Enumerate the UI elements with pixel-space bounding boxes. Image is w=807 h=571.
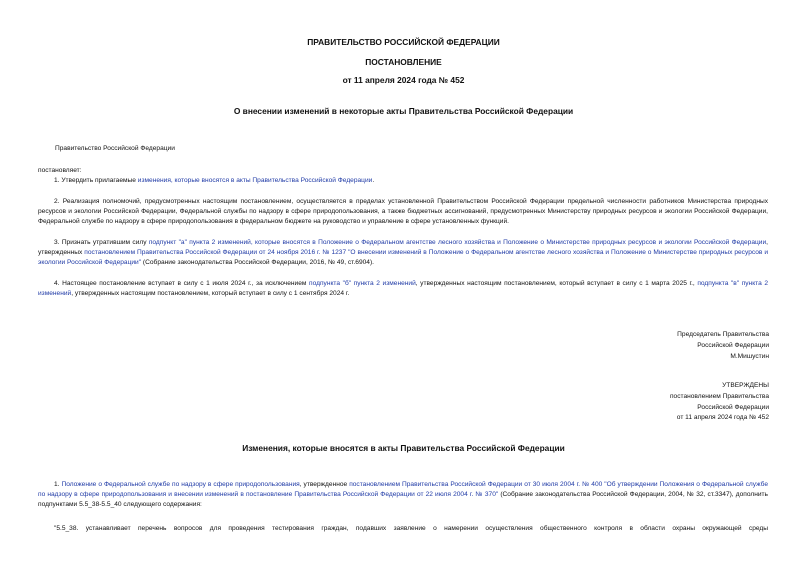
changes-item-1-num: 1. [54, 481, 62, 488]
item-3-link-subpoint[interactable]: подпункт "а" пункта 2 изменений, которые вносятся в Положение о Федеральном агентстве лесного хозяйства и Положение о Министерстве природных ресурсов и экологии Российской Федерации [148, 239, 767, 246]
changes-item-1 [38, 480, 768, 511]
item-4-text: 4. Настоящее постановление вступает в силу с 1 июля 2024 г., за исключением [54, 280, 310, 287]
intro-text: Правительство Российской Федерации [55, 145, 175, 152]
doc-title: О внесении изменений в некоторые акты Правительства Российской Федерации [233, 106, 574, 116]
approved-org: Российской Федерации [697, 403, 769, 411]
government-heading: ПРАВИТЕЛЬСТВО РОССИЙСКОЙ ФЕДЕРАЦИИ [307, 37, 500, 47]
changes-title: Изменения, которые вносятся в акты Правительства Российской Федерации [242, 443, 565, 453]
signature-org: Российской Федерации [697, 341, 769, 349]
item-1 [38, 176, 768, 186]
item-3 [38, 238, 768, 269]
approved-by: постановлением Правительства [669, 392, 769, 400]
item-4-link-b[interactable]: подпункта "б" пункта 2 изменений [309, 280, 416, 287]
item-1-end: . [372, 177, 375, 184]
changes-quote: "5.5_38. устанавливает перечень вопросов для проведения тестирования граждан, подавших заявление о намерении осуществления общественного контроля в области охраны окружающей среды [54, 525, 768, 532]
changes-item-1-mid: , утвержденное [299, 481, 350, 488]
changes-item-1-link-regulation[interactable]: Положение о Федеральной службе по надзору в сфере природопользования [61, 481, 300, 488]
item-2: 2. Реализация полномочий, предусмотренных настоящим постановлением, осуществляется в пределах установленной Правительством Российской Федерации предельной численности работников Министерства природных ресурсов и экологии Российской Федерации, Федеральной службы по надзору в сфере природопользования, а также бюджетных ассигнований, предусмотренных Министерству природных ресурсов и экологии Российской Федерации, Федеральной службе по надзору в сфере природопользования в федеральном бюджете на руководство и управление в сфере установленных функций. [38, 198, 768, 226]
signature-block [677, 330, 769, 362]
item-4 [38, 279, 768, 299]
approved-heading: УТВЕРЖДЕНЫ [722, 382, 769, 389]
signature-position: Председатель Правительства [677, 331, 769, 338]
item-3-text: 3. Признать утратившим силу [54, 239, 149, 246]
changes-item-1-link-resolution[interactable]: постановлением Правительства Российской Федерации от 30 июля 2004 г. № 400 "Об утверждении Положения о Федеральной службе по надзору в сфере природопользования и внесении изменений в постановление Правительства Российской Федерации от 22 июля 2004 г. № 370" [38, 481, 768, 499]
item-4-link-v[interactable]: подпункта "в" пункта 2 изменений [38, 280, 769, 298]
item-4-end: , утвержденных настоящим постановлением, который вступает в силу с 1 сентября 2024 г. [71, 290, 350, 298]
item-1-link[interactable]: изменения, которые вносятся в акты Правительства Российской Федерации [137, 177, 373, 184]
doc-date-number: от 11 апреля 2024 года № 452 [342, 75, 465, 85]
doc-type-heading: ПОСТАНОВЛЕНИЕ [365, 57, 442, 67]
signature-name: М.Мишустин [730, 352, 769, 360]
changes-item-1-end: (Собрание законодательства Российской Федерации, 2004, № 32, ст.3347), дополнить подпунктами 5.5_38-5.5_40 следующего содержания: [38, 491, 768, 509]
item-4-mid: , утвержденных настоящим постановлением, который вступает в силу с 1 марта 2025 г., [415, 280, 698, 287]
item-3-end: (Собрание законодательства Российской Федерации, 2016, № 49, ст.6904). [141, 259, 374, 267]
approved-date: от 11 апреля 2024 года № 452 [676, 414, 769, 422]
decides-text: постановляет: [38, 167, 82, 174]
item-1-text: 1. Утвердить прилагаемые [54, 177, 138, 184]
approved-block [670, 381, 769, 424]
item-3-link-resolution[interactable]: постановлением Правительства Российской Федерации от 24 ноября 2016 г. № 1237 "О внесении изменений в Положение о Федеральном агентстве лесного хозяйства и Положение о Министерстве природных ресурсов и экологии Российской Федерации" [38, 249, 769, 267]
item-3-mid: , утвержденных [38, 239, 768, 257]
